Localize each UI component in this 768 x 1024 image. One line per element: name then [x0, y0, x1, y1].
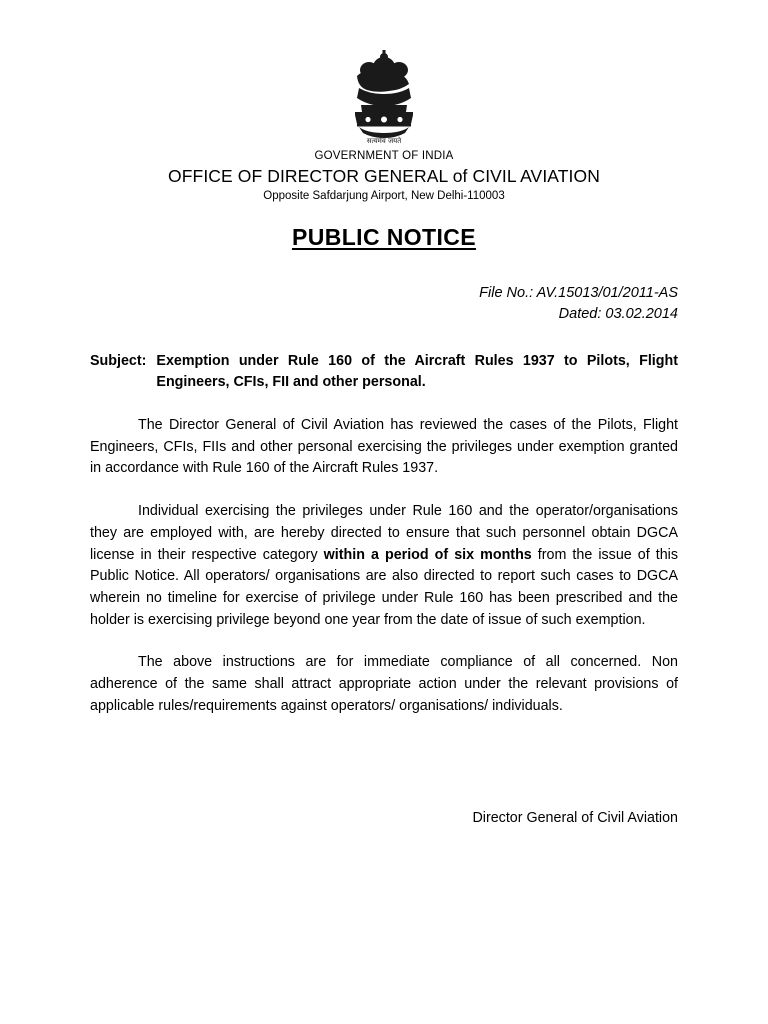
subject-line [90, 351, 678, 394]
body-paragraph-3: The above instructions are for immediate compliance of all concerned. Non adherence of the same shall attract appropriate action under the relevant provisions of applicable rules/requirements against operators/ organisations/ individuals. [90, 654, 678, 714]
subject-text: Exemption under Rule 160 of the Aircraft Rules 1937 to Pilots, Flight Engineers, CFIs, FII and other personal. [156, 353, 678, 391]
page-title: PUBLIC NOTICE [291, 224, 477, 250]
body-paragraph-2 [90, 501, 678, 631]
file-date: Dated: 03.02.2014 [558, 306, 678, 323]
body-paragraph-1: The Director General of Civil Aviation has reviewed the cases of the Pilots, Flight Engineers, CFIs, FIIs and other personal exercising the privileges under exemption granted in accordance with Rule 160 of the Aircraft Rules 1937. [90, 416, 678, 477]
signatory-title: Director General of Civil Aviation [472, 809, 678, 826]
paragraph-2-part-1: Individual exercising the privileges under Rule 160 and the operator/organisations they are employed with, are hereby directed to ensure that such personnel obtain DGCA license in their respective category [90, 503, 678, 563]
svg-text:सत्यमेव जयते: सत्यमेव जयते [366, 137, 402, 144]
paragraph-2-emphasis: within a period of six months [323, 546, 532, 563]
subject-label: Subject: [90, 353, 147, 370]
document-header [90, 150, 678, 251]
file-number: File No.: AV.15013/01/2011-AS [479, 285, 678, 301]
signature-block [90, 810, 678, 826]
emblem-container [90, 0, 678, 144]
paragraph-2-part-2: from the issue of this Public Notice. All operators/ organisations are also directed to report such cases to DGCA wherein no timeline for exercise of privilege under Rule 160 has been prescribed and the holder is exercising privilege beyond one year from the date of issue of such exemption. [90, 546, 678, 628]
file-info [90, 283, 678, 325]
address-line: Opposite Safdarjung Airport, New Delhi-110003 [263, 190, 505, 202]
india-state-emblem-icon [341, 46, 427, 144]
government-line: GOVERNMENT OF INDIA [314, 150, 454, 162]
office-line: OFFICE OF DIRECTOR GENERAL of CIVIL AVIATION [168, 166, 600, 186]
